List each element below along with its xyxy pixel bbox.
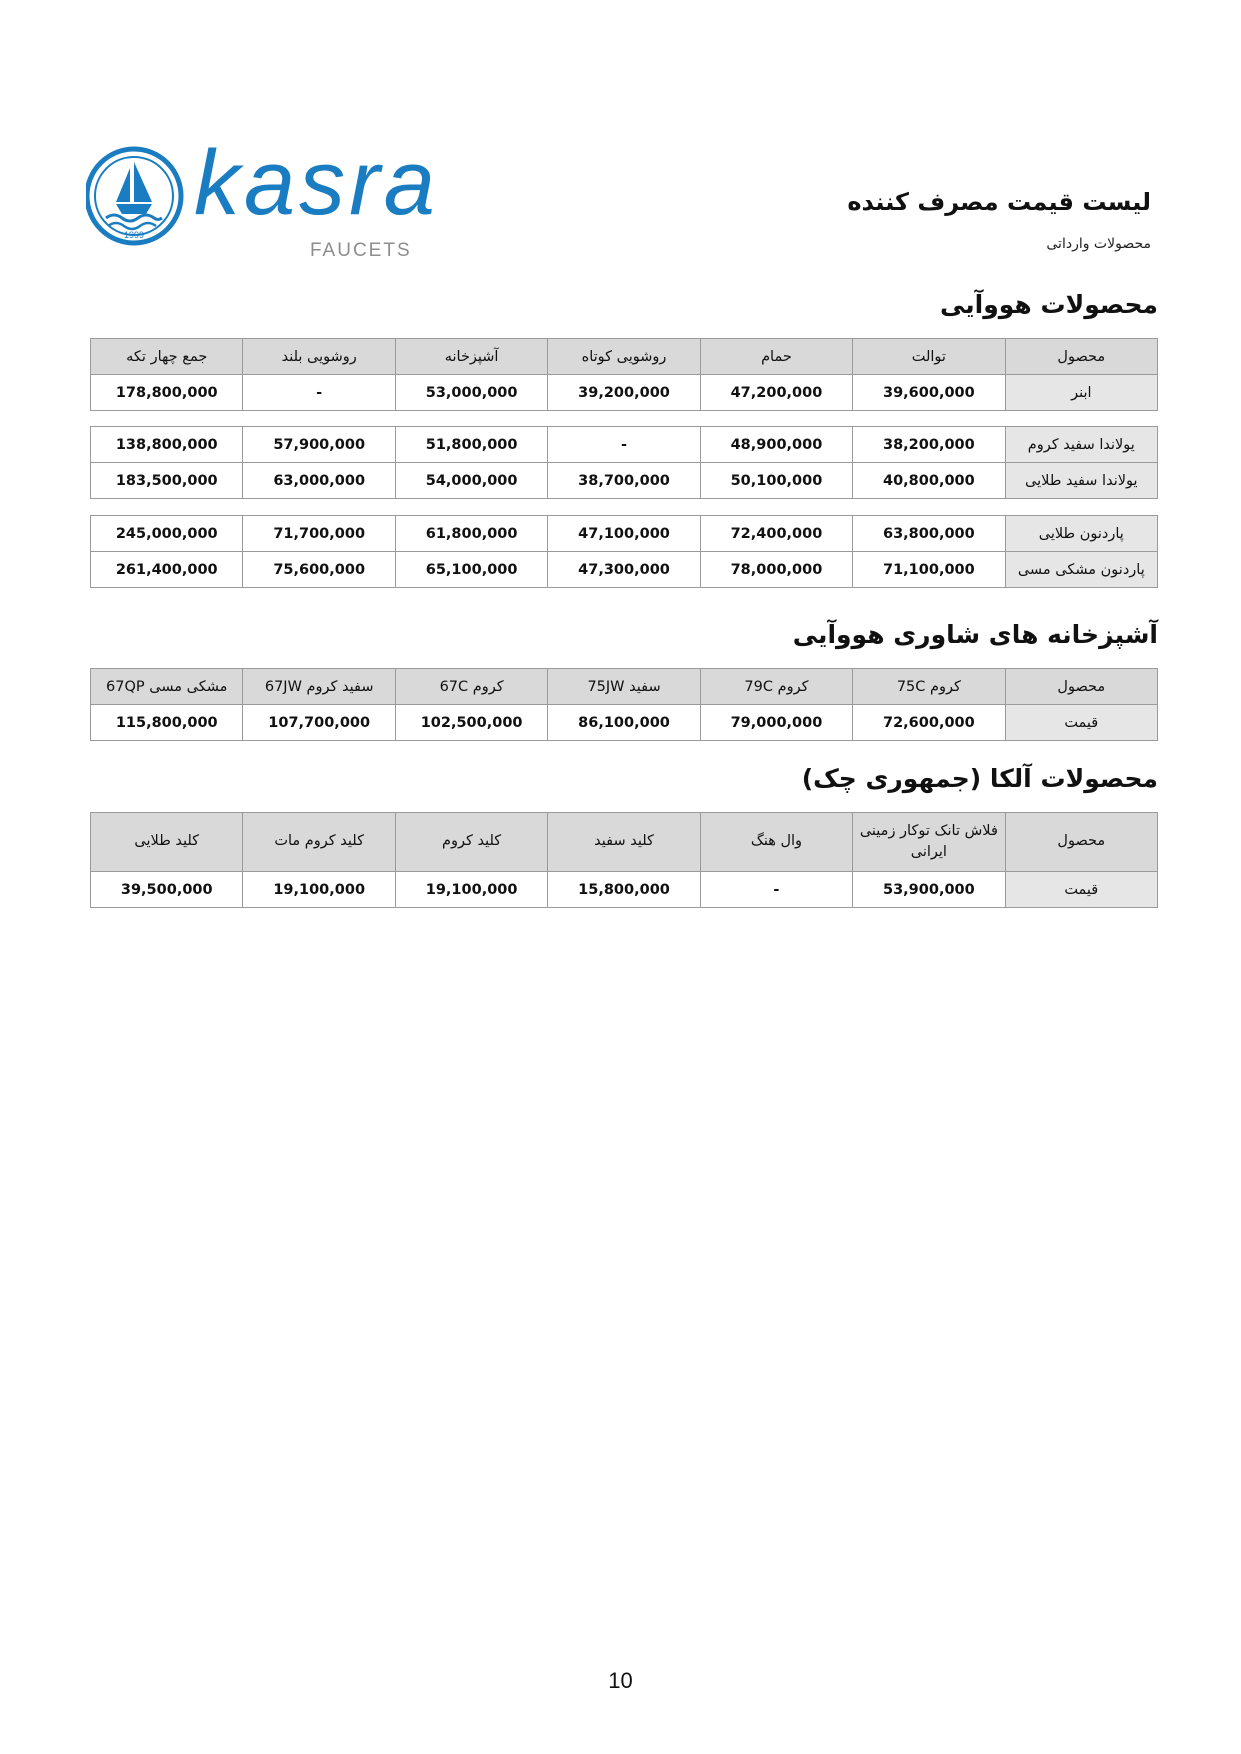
price-cell: 61,800,000 (395, 516, 547, 552)
product-cell: پاردنون طلایی (1005, 516, 1157, 552)
document-subtitle: محصولات وارداتی (1046, 236, 1151, 252)
table-row (91, 552, 1158, 588)
price-cell: 72,600,000 (853, 705, 1005, 741)
product-cell: ابنر (1005, 375, 1157, 411)
column-header: محصول (1005, 813, 1157, 872)
price-cell: 71,100,000 (853, 552, 1005, 588)
ship-emblem-icon (87, 149, 181, 243)
table-row (91, 705, 1158, 741)
price-cell: 57,900,000 (243, 427, 395, 463)
table-row (91, 427, 1158, 463)
column-header: محصول (1005, 339, 1157, 375)
price-table-huayi (90, 338, 1158, 411)
column-header: سفید 75JW (548, 669, 700, 705)
price-cell: 138,800,000 (91, 427, 243, 463)
price-cell: 53,000,000 (395, 375, 547, 411)
price-cell: 40,800,000 (853, 463, 1005, 499)
column-header: کلید طلایی (91, 813, 243, 872)
price-cell: 261,400,000 (91, 552, 243, 588)
price-cell: 39,500,000 (91, 872, 243, 908)
price-cell: 71,700,000 (243, 516, 395, 552)
column-header: کروم 75C (853, 669, 1005, 705)
price-cell: 63,800,000 (853, 516, 1005, 552)
table-row (91, 463, 1158, 499)
price-cell: 79,000,000 (700, 705, 852, 741)
price-cell: 72,400,000 (700, 516, 852, 552)
price-cell: - (243, 375, 395, 411)
column-header: کروم 67C (395, 669, 547, 705)
price-cell: 50,100,000 (700, 463, 852, 499)
price-cell: - (548, 427, 700, 463)
document-title: لیست قیمت مصرف کننده (847, 188, 1151, 216)
column-header: مشکی مسی 67QP (91, 669, 243, 705)
product-cell: یولاندا سفید طلایی (1005, 463, 1157, 499)
column-header: حمام (700, 339, 852, 375)
table-header-row (91, 669, 1158, 705)
price-cell: 19,100,000 (395, 872, 547, 908)
price-cell: 39,600,000 (853, 375, 1005, 411)
price-table-alca (90, 812, 1158, 908)
column-header: توالت (853, 339, 1005, 375)
price-cell: - (700, 872, 852, 908)
kasra-logo (86, 146, 506, 266)
column-header: کلید کروم مات (243, 813, 395, 872)
price-cell: 63,000,000 (243, 463, 395, 499)
price-cell: 39,200,000 (548, 375, 700, 411)
price-cell: 245,000,000 (91, 516, 243, 552)
product-cell: قیمت (1005, 705, 1157, 741)
price-cell: 51,800,000 (395, 427, 547, 463)
table-header-row (91, 813, 1158, 872)
column-header: جمع چهار تکه (91, 339, 243, 375)
column-header: سفید کروم 67JW (243, 669, 395, 705)
price-cell: 15,800,000 (548, 872, 700, 908)
column-header: وال هنگ (700, 813, 852, 872)
price-cell: 107,700,000 (243, 705, 395, 741)
price-cell: 115,800,000 (91, 705, 243, 741)
price-cell: 75,600,000 (243, 552, 395, 588)
price-cell: 19,100,000 (243, 872, 395, 908)
product-cell: قیمت (1005, 872, 1157, 908)
kasra-logo-graphic (86, 146, 506, 246)
table-row (91, 516, 1158, 552)
price-cell: 102,500,000 (395, 705, 547, 741)
table-row (91, 375, 1158, 411)
column-header: روشویی کوتاه (548, 339, 700, 375)
svg-text:1999: 1999 (123, 230, 145, 240)
price-cell: 48,900,000 (700, 427, 852, 463)
brand-subtitle: FAUCETS (310, 240, 412, 261)
column-header: کلید سفید (548, 813, 700, 872)
price-table-shower-kitchen (90, 668, 1158, 741)
column-header: کلید کروم (395, 813, 547, 872)
price-cell: 53,900,000 (853, 872, 1005, 908)
price-cell: 78,000,000 (700, 552, 852, 588)
price-cell: 47,100,000 (548, 516, 700, 552)
brand-wordmark: kasra (194, 146, 439, 234)
table-header-row (91, 339, 1158, 375)
column-header: کروم 79C (700, 669, 852, 705)
price-cell: 38,200,000 (853, 427, 1005, 463)
price-cell: 47,300,000 (548, 552, 700, 588)
price-cell: 47,200,000 (700, 375, 852, 411)
page-number: 10 (608, 1668, 633, 1693)
section-title: محصولات هووآیی (939, 290, 1158, 319)
price-cell: 38,700,000 (548, 463, 700, 499)
price-table-huayi-yolanda (90, 426, 1158, 499)
price-cell: 65,100,000 (395, 552, 547, 588)
section-title: محصولات آلکا (جمهوری چک) (801, 764, 1158, 793)
price-table-huayi-pardenon (90, 515, 1158, 588)
price-cell: 183,500,000 (91, 463, 243, 499)
column-header: روشویی بلند (243, 339, 395, 375)
column-header: فلاش تانک توکار زمینی ایرانی (853, 813, 1005, 872)
price-cell: 86,100,000 (548, 705, 700, 741)
price-cell: 54,000,000 (395, 463, 547, 499)
table-row (91, 872, 1158, 908)
product-cell: یولاندا سفید کروم (1005, 427, 1157, 463)
column-header: محصول (1005, 669, 1157, 705)
product-cell: پاردنون مشکی مسی (1005, 552, 1157, 588)
column-header: آشپزخانه (395, 339, 547, 375)
section-title: آشپزخانه های شاوری هووآیی (792, 620, 1158, 649)
price-cell: 178,800,000 (91, 375, 243, 411)
